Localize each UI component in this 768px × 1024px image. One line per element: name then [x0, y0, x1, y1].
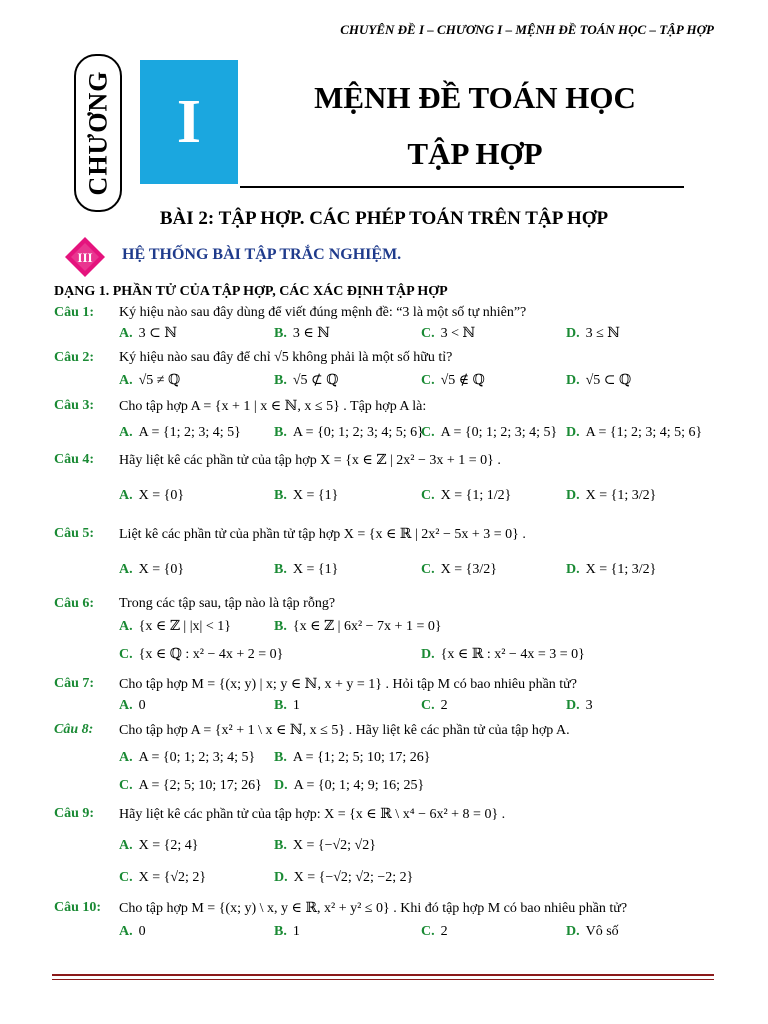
option-b: B. {x ∈ ℤ | 6x² − 7x + 1 = 0} [274, 619, 442, 634]
option-c: C. 3 < ℕ [421, 326, 476, 341]
option-b: B. 3 ∈ ℕ [274, 326, 331, 341]
option-c: C. √5 ∉ ℚ [421, 373, 485, 388]
option-c: C. 2 [421, 924, 448, 939]
option-a: A. 0 [119, 924, 146, 939]
option-a: A. X = {0} [119, 488, 185, 503]
running-header: CHUYÊN ĐỀ I – CHƯƠNG I – MỆNH ĐỀ TOÁN HỌC – TẬP HỢP [340, 22, 714, 37]
option-a: A. {x ∈ ℤ | |x| < 1} [119, 619, 231, 634]
option-b: B. 1 [274, 924, 300, 939]
question-label: Câu 6: [54, 596, 95, 611]
option-d: D. X = {−√2; √2; −2; 2} [274, 870, 414, 885]
question-label: Câu 4: [54, 452, 95, 467]
option-c: C. A = {2; 5; 10; 17; 26} [119, 778, 262, 793]
option-d: D. 3 ≤ ℕ [566, 326, 621, 341]
question-label: Câu 10: [54, 900, 102, 915]
chapter-title-line1: MỆNH ĐỀ TOÁN HỌC [314, 80, 636, 115]
option-a: A. X = {2; 4} [119, 838, 199, 853]
chapter-number: I [140, 60, 238, 184]
option-b: B. X = {1} [274, 562, 339, 577]
question-label: Câu 5: [54, 526, 95, 541]
question-label: Câu 8: [54, 722, 94, 737]
option-b: B. √5 ⊄ ℚ [274, 373, 339, 388]
option-d: D. Vô số [566, 924, 619, 939]
option-b: B. A = {0; 1; 2; 3; 4; 5; 6} [274, 425, 424, 440]
topic-heading: DẠNG 1. PHẦN TỬ CỦA TẬP HỢP, CÁC XÁC ĐỊNH TẬP HỢP [54, 284, 448, 299]
question-text: Cho tập hợp M = {(x; y) | x; y ∈ ℕ, x + y = 1} . Hỏi tập M có bao nhiêu phần tử? [119, 677, 577, 692]
chapter-label-box [74, 54, 122, 212]
section-number: III [77, 250, 93, 265]
question-label: Câu 7: [54, 676, 95, 691]
question-label: Câu 1: [54, 305, 95, 320]
option-c: C. 2 [421, 698, 448, 713]
question-text: Cho tập hợp A = {x² + 1 \ x ∈ ℕ, x ≤ 5} . Hãy liệt kê các phần tử của tập hợp A. [119, 723, 570, 738]
option-d: D. X = {1; 3/2} [566, 562, 657, 577]
title-underline [240, 186, 684, 188]
question-text: Hãy liệt kê các phần tử của tập hợp X = {x ∈ ℤ | 2x² − 3x + 1 = 0} . [119, 453, 501, 468]
question-text: Ký hiệu nào sau đây dùng để viết đúng mệnh đề: “3 là một số tự nhiên”? [119, 305, 527, 320]
question-label: Câu 9: [54, 806, 95, 821]
option-d: D. X = {1; 3/2} [566, 488, 657, 503]
option-b: B. X = {1} [274, 488, 339, 503]
question-text: Cho tập hợp M = {(x; y) \ x, y ∈ ℝ, x² + y² ≤ 0} . Khi đó tập hợp M có bao nhiêu phần tử? [119, 901, 628, 916]
option-d: D. A = {0; 1; 4; 9; 16; 25} [274, 778, 425, 793]
section-title: HỆ THỐNG BÀI TẬP TRẮC NGHIỆM. [122, 246, 402, 263]
option-b: B. X = {−√2; √2} [274, 838, 376, 853]
option-b: B. 1 [274, 698, 300, 713]
lesson-title: BÀI 2: TẬP HỢP. CÁC PHÉP TOÁN TRÊN TẬP HỢP [159, 208, 609, 229]
question-label: Câu 2: [54, 350, 95, 365]
question-label: Câu 3: [54, 398, 95, 413]
question-text: Liệt kê các phần tử của phần tử tập hợp X = {x ∈ ℝ | 2x² − 5x + 3 = 0} . [119, 527, 526, 542]
option-b: B. A = {1; 2; 5; 10; 17; 26} [274, 750, 431, 765]
option-d: D. A = {1; 2; 3; 4; 5; 6} [566, 425, 703, 440]
section-diamond-icon [64, 236, 106, 278]
option-a: A. 0 [119, 698, 146, 713]
option-a: A. A = {0; 1; 2; 3; 4; 5} [119, 750, 256, 765]
question-text: Trong các tập sau, tập nào là tập rỗng? [119, 596, 336, 611]
option-c: C. X = {1; 1/2} [421, 488, 512, 503]
option-d: D. {x ∈ ℝ : x² − 4x = 3 = 0} [421, 647, 585, 662]
option-a: A. A = {1; 2; 3; 4; 5} [119, 425, 241, 440]
chapter-title-line2: TẬP HỢP [407, 136, 543, 171]
chapter-word: CHƯƠNG [83, 70, 113, 196]
footer-rule [52, 974, 714, 976]
option-c: C. X = {√2; 2} [119, 870, 207, 885]
option-a: A. √5 ≠ ℚ [119, 373, 181, 388]
option-a: A. 3 ⊂ ℕ [119, 326, 178, 341]
option-c: C. A = {0; 1; 2; 3; 4; 5} [421, 425, 558, 440]
option-a: A. X = {0} [119, 562, 185, 577]
question-text: Hãy liệt kê các phần tử của tập hợp: X = {x ∈ ℝ \ x⁴ − 6x² + 8 = 0} . [119, 807, 506, 822]
option-c: C. {x ∈ ℚ : x² − 4x + 2 = 0} [119, 647, 284, 662]
footer-rule-thin [52, 979, 714, 980]
question-text: Cho tập hợp A = {x + 1 | x ∈ ℕ, x ≤ 5} . Tập hợp A là: [119, 399, 427, 414]
option-d: D. √5 ⊂ ℚ [566, 373, 632, 388]
question-text: Ký hiệu nào sau đây để chỉ √5 không phải là một số hữu tỉ? [119, 350, 453, 365]
option-d: D. 3 [566, 698, 593, 713]
option-c: C. X = {3/2} [421, 562, 497, 577]
